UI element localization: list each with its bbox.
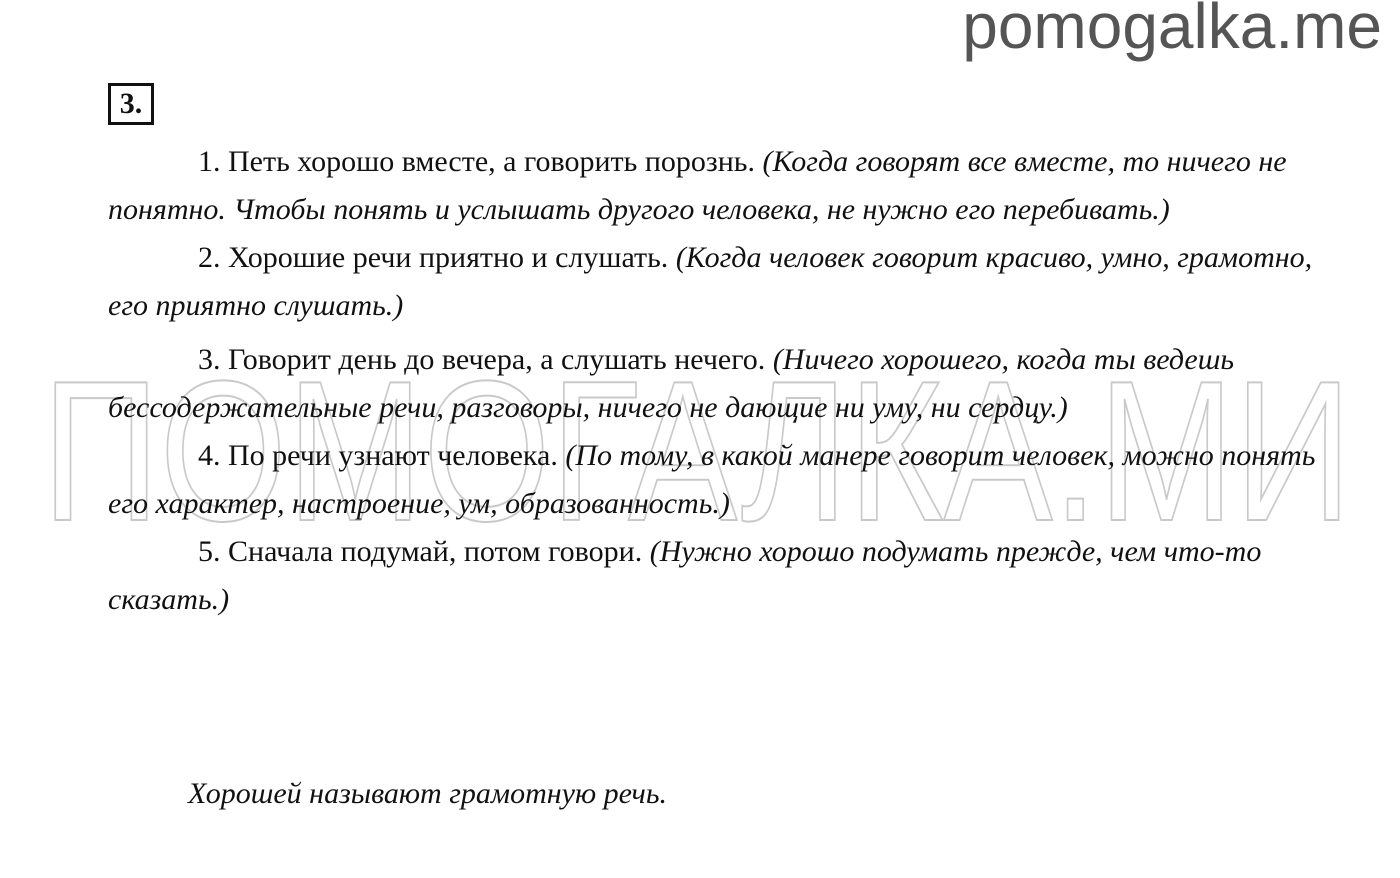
- answer-list: [108, 138, 1318, 624]
- proverb-text: 1. Петь хорошо вместе, а говорить порознь.: [198, 145, 755, 178]
- proverb-text: 2. Хорошие речи приятно и слушать.: [198, 241, 669, 274]
- answer-item-2: [108, 234, 1318, 330]
- proverb-text: 5. Сначала подумай, потом говори.: [198, 535, 643, 568]
- answer-item-1: [108, 138, 1318, 234]
- watermark-text: ПОМОГАЛКА.МИ: [42, 350, 1352, 530]
- conclusion-text: Хорошей называют грамотную речь.: [188, 777, 667, 810]
- answer-item-4: [108, 432, 1318, 528]
- proverb-explanation: (Когда говорят все вместе, то ничего не понятно. Чтобы понять и услышать другого человека, не нужно его перебивать.): [108, 145, 1287, 226]
- proverb-text: 4. По речи узнают человека.: [198, 439, 558, 472]
- proverb-text: 3. Говорит день до вечера, а слушать нечего.: [198, 343, 766, 376]
- answer-item-5: [108, 528, 1318, 624]
- proverb-explanation: (Когда человек говорит красиво, умно, грамотно, его приятно слушать.): [108, 241, 1313, 322]
- proverb-explanation: (Нужно хорошо подумать прежде, чем что-то сказать.): [108, 535, 1262, 616]
- proverb-explanation: (Ничего хорошего, когда ты ведешь бессодержательные речи, разговоры, ничего не дающие ни уму, ни сердцу.): [108, 343, 1235, 424]
- task-number-badge: 3.: [108, 83, 154, 125]
- site-logo: pomogalka.me: [962, 0, 1382, 62]
- answer-item-3: [108, 336, 1318, 432]
- proverb-explanation: (По тому, в какой манере говорит человек, можно понять его характер, настроение, ум, образованность.): [108, 439, 1316, 520]
